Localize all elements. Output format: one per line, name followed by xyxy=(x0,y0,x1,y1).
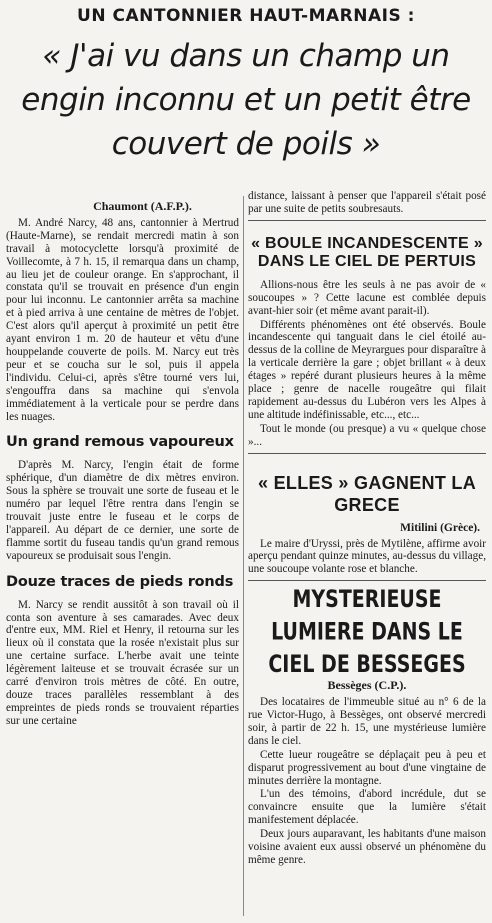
headline-besseges: MYSTERIEUSE LUMIERE DANS LE CIEL DE BESSEGES xyxy=(268,585,466,679)
paragraph-pertuis-1: Allions-nous être les seuls à ne pas avoir de « soucoupes » ? Cette lacune est comblée depuis avant-hier soir (et même avant parait-il). xyxy=(248,278,486,317)
paragraph-engin: D'après M. Narcy, l'engin était de forme sphérique, d'un diamètre de dix mètres environ. Sous la sphère se trouvait une sorte de fuseau et le numéro par lequel l'être rentra dans l'engin se trouvait juste entre le fuseau et le corps de l'appareil. Au départ de ce dernier, une sorte de flamme sortit du fuseau tandis qu'un grand remous vapoureux se produisait sous l'engin. xyxy=(6,459,239,562)
dateline-besseges: Bessèges (C.P.). xyxy=(327,678,407,693)
separator-rule xyxy=(248,580,486,581)
paragraph-continuation: distance, laissant à penser que l'appareil s'était posé par une suite de petits soubresauts. xyxy=(248,190,486,215)
paragraph-pertuis-3: Tout le monde (ou presque) a vu « quelque chose »... xyxy=(248,422,486,448)
headline: « J'ai vu dans un champ un engin inconnu et un petit être couvert de poils » xyxy=(21,38,471,162)
headline-grece: « ELLES » GAGNENT LA GRECE xyxy=(257,472,477,515)
headline-pertuis: « BOULE INCANDESCENTE » DANS LE CIEL DE PERTUIS xyxy=(251,234,483,270)
supertitle: UN CANTONNIER HAUT-MARNAIS : xyxy=(77,6,415,26)
separator-rule xyxy=(248,220,486,221)
left-column xyxy=(6,200,239,729)
subhead-traces: Douze traces de pieds ronds xyxy=(6,573,234,590)
column-divider xyxy=(243,196,244,916)
dateline-mitilini: Mitilini (Grèce). xyxy=(400,521,480,534)
separator-rule xyxy=(248,453,486,454)
paragraph-intro: M. André Narcy, 48 ans, cantonnier à Mertrud (Haute-Marne), se rendait mercredi matin à son travail à motocyclette lorsqu'à proximité de Voillecomte, à 7 h. 15, il remarqua dans un champ, au lieu jet de couleur orange. En s'approchant, il constata qu'il se trouvait en présence d'un engin pour lui inconnu. Le cantonnier arrêta sa machine et à pied arriva à une centaine de mètres de l'objet. C'est alors qu'il aperçut à proximité un petit être ayant environ 1 m. 20 de hauteur et vêtu d'une houppelande couverte de poils. M. Narcy eut très peur et se coucha sur le sol, puis il appela l'individu. Celui-ci, après s'être tourné vers lui, s'engouffra dans sa machine qui s'envola immédiatement à la verticale pour se perdre dans les nuages. xyxy=(6,216,239,423)
right-column xyxy=(248,190,486,868)
subhead-remous: Un grand remous vapoureux xyxy=(6,434,234,451)
paragraph-besseges-4: Deux jours auparavant, les habitants d'une maison voisine avaient eux aussi observé un phénomène du même genre. xyxy=(248,828,486,866)
paragraph-pertuis-2: Différents phénomènes ont été observés. Boule incandescente qui tanguait dans le ciel étoilé au-dessus de la colline de Meyrargues pour disparaître à la verticale derrière la gare ; objet brillant « à deux étages » repéré durant plusieurs heures à la même place ; genre de nacelle rougeâtre qui filait rapidement au-dessus du Lubéron vers les Alpes à une altitude indéfinissable, etc..., etc... xyxy=(248,318,486,421)
dateline-chaumont: Chaumont (A.F.P.). xyxy=(93,199,192,213)
paragraph-besseges-2: Cette lueur rougeâtre se déplaçait peu à peu et disparut progressivement au bout d'une vingtaine de minutes derrière la montagne. xyxy=(248,748,486,787)
paragraph-besseges-3: L'un des témoins, d'abord incrédule, dut se convaincre ensuite que la lumière s'était manifestement déplacée. xyxy=(248,788,486,827)
paragraph-grece: Le maire d'Uryssi, près de Mytilène, affirme avoir aperçu pendant quinze minutes, au-dessus du village, une soucoupe volante rose et blanche. xyxy=(248,537,486,576)
paragraph-besseges-1: Des locataires de l'immeuble situé au n° 6 de la rue Victor-Hugo, à Bessèges, ont observé mercredi soir, à partir de 22 h. 15, une mystérieuse lumière dans le ciel. xyxy=(248,696,486,747)
paragraph-traces: M. Narcy se rendit aussitôt à son travail où il conta son aventure à ses camarades. Avec deux d'entre eux, MM. Riel et Henry, il retourna sur les lieux où il constata que la rosée n'existait plus sur une certaine surface. L'herbe avait une teinte légèrement laiteuse et se trouvait écrasée sur un carré d'environ trois mètres de côté. En outre, douze traces parallèles ressemblant à des empreintes de pieds ronds se trouvaient réparties sur une certaine xyxy=(6,598,239,727)
